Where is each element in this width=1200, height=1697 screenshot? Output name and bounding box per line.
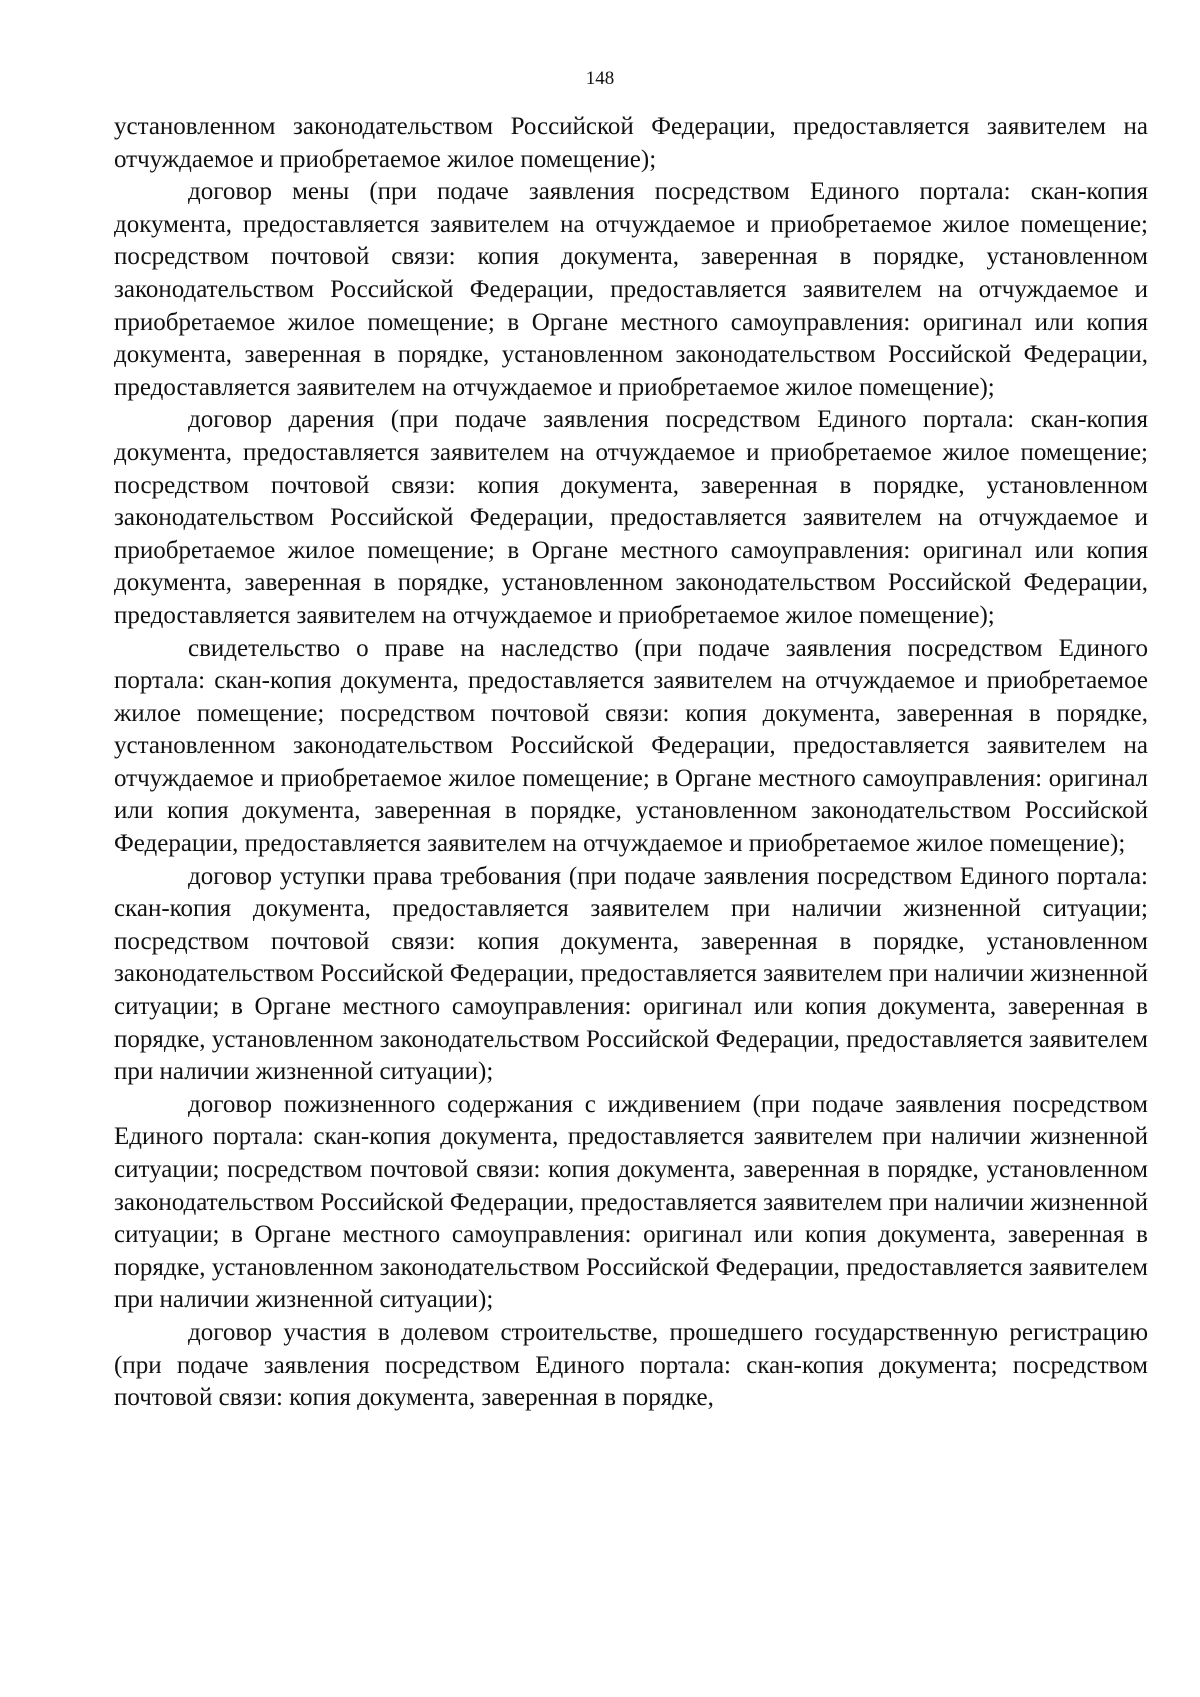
document-body — [114, 111, 1148, 1415]
paragraph-continuation: установленном законодательством Российской Федерации, предоставляется заявителем на отчуждаемое и приобретаемое жилое помещение); — [114, 113, 1148, 173]
paragraph-gift-agreement: договор дарения (при подаче заявления посредством Единого портала: скан-копия документа, предоставляется заявителем на отчуждаемое и приобретаемое жилое помещение; посредством почтовой связи: копия документа, заверенная в порядке, установленном законодательством Российской Федерации, предоставляется заявителем на отчуждаемое и приобретаемое жилое помещение; в Органе местного самоуправления: оригинал или копия документа, заверенная в порядке, установленном законодательством Российской Федерации, предоставляется заявителем на отчуждаемое и приобретаемое жилое помещение); — [114, 406, 1148, 629]
paragraph-shared-construction-agreement: договор участия в долевом строительстве, прошедшего государственную регистрацию (при подаче заявления посредством Единого портала: скан-копия документа; посредством почтовой связи: копия документа, заверенная в порядке, — [114, 1318, 1148, 1412]
paragraph-assignment-agreement: договор уступки права требования (при подаче заявления посредством Единого портала: скан-копия документа, предоставляется заявителем при наличии жизненной ситуации; посредством почтовой связи: копия документа, заверенная в порядке, установленном законодательством Российской Федерации, предоставляется заявителем при наличии жизненной ситуации; в Органе местного самоуправления: оригинал или копия документа, заверенная в порядке, установленном законодательством Российской Федерации, предоставляется заявителем при наличии жизненной ситуации); — [114, 862, 1148, 1086]
page-number: 148 — [585, 68, 615, 89]
paragraph-inheritance-certificate: свидетельство о праве на наследство (при подаче заявления посредством Единого портала: скан-копия документа, предоставляется заявителем на отчуждаемое и приобретаемое жилое помещение; посредством почтовой связи: копия документа, заверенная в порядке, установленном законодательством Российской Федерации, предоставляется заявителем на отчуждаемое и приобретаемое жилое помещение; в Органе местного самоуправления: оригинал или копия документа, заверенная в порядке, установленном законодательством Российской Федерации, предоставляется заявителем на отчуждаемое и приобретаемое жилое помещение); — [114, 634, 1148, 858]
paragraph-lifetime-maintenance-agreement: договор пожизненного содержания с иждивением (при подаче заявления посредством Единого портала: скан-копия документа, предоставляется заявителем при наличии жизненной ситуации; посредством почтовой связи: копия документа, заверенная в порядке, установленном законодательством Российской Федерации, предоставляется заявителем при наличии жизненной ситуации; в Органе местного самоуправления: оригинал или копия документа, заверенная в порядке, установленном законодательством Российской Федерации, предоставляется заявителем при наличии жизненной ситуации); — [114, 1090, 1148, 1314]
paragraph-exchange-agreement: договор мены (при подаче заявления посредством Единого портала: скан-копия документа, предоставляется заявителем на отчуждаемое и приобретаемое жилое помещение; посредством почтовой связи: копия документа, заверенная в порядке, установленном законодательством Российской Федерации, предоставляется заявителем на отчуждаемое и приобретаемое жилое помещение; в Органе местного самоуправления: оригинал или копия документа, заверенная в порядке, установленном законодательством Российской Федерации, предоставляется заявителем на отчуждаемое и приобретаемое жилое помещение); — [114, 178, 1148, 401]
